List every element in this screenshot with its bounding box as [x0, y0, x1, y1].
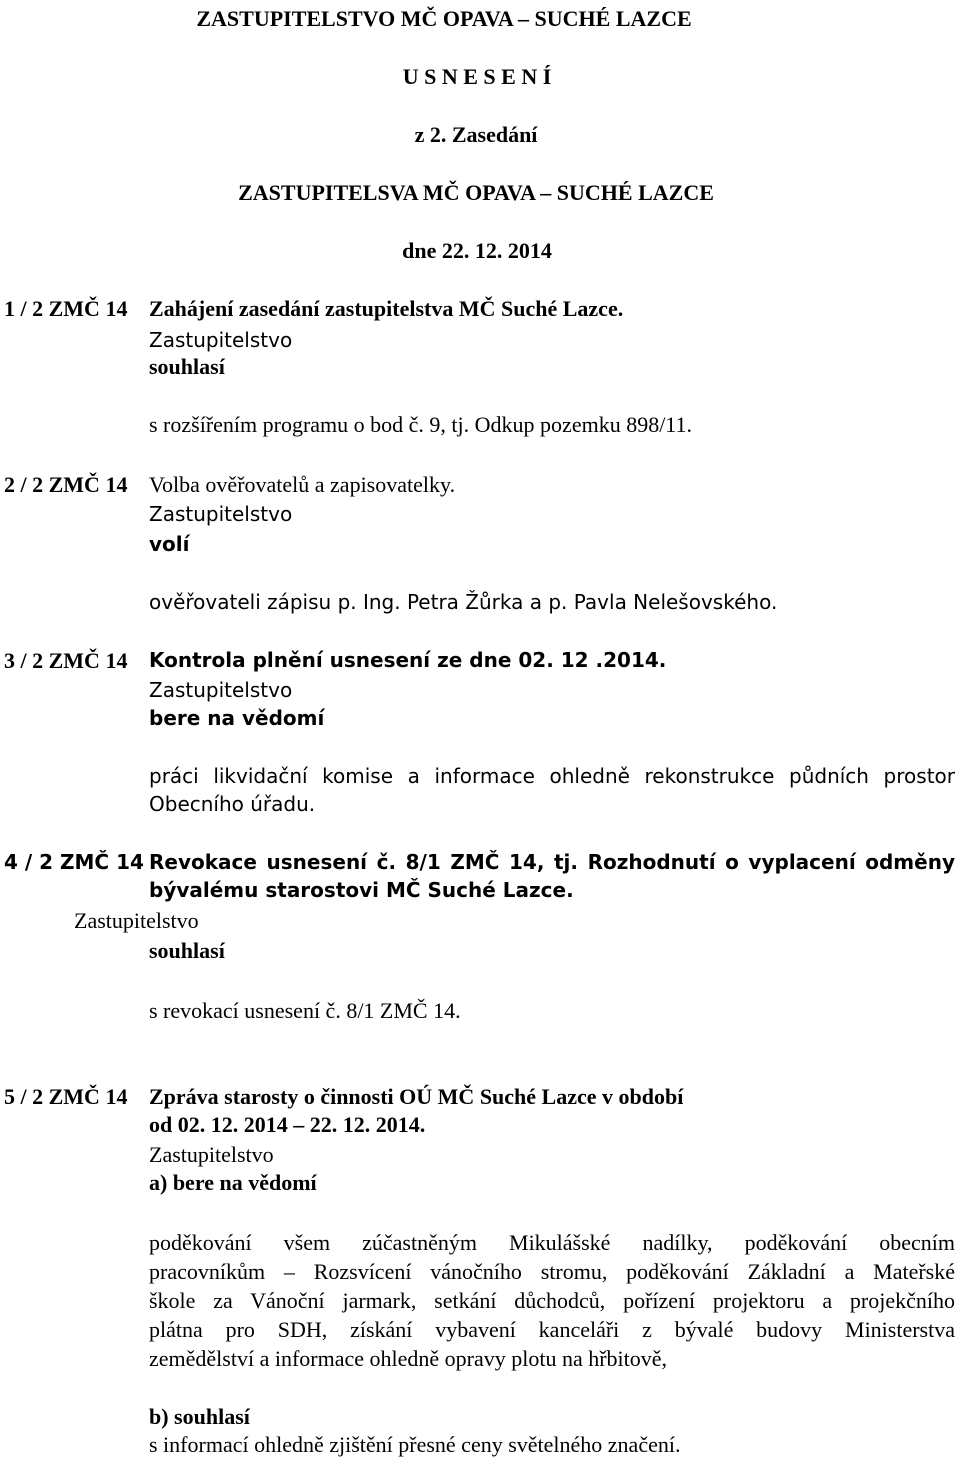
item-1-title: Zahájení zasedání zastupitelstva MČ Suché Lazce.: [149, 296, 624, 321]
item-5-text-a-line-3: škole za Vánoční jarmark, setkání důchodců, pořízení projektoru a projekčního: [149, 1288, 955, 1313]
item-4-text: s revokací usnesení č. 8/1 ZMČ 14.: [149, 998, 461, 1023]
item-4-title-line-2: bývalému starostovi MČ Suché Lazce.: [149, 878, 574, 902]
item-5-text-a-line-1: poděkování všem zúčastněným Mikulášské nadílky, poděkování obecním: [149, 1230, 955, 1255]
item-4-verb: souhlasí: [149, 938, 225, 963]
item-3-number: 3 / 2 ZMČ 14: [4, 648, 128, 673]
item-2-verb: volí: [149, 532, 190, 556]
item-5-title-line-2: od 02. 12. 2014 – 22. 12. 2014.: [149, 1112, 426, 1137]
date-heading: dne 22. 12. 2014: [402, 238, 552, 263]
item-5-number: 5 / 2 ZMČ 14: [4, 1084, 128, 1109]
item-2-number: 2 / 2 ZMČ 14: [4, 472, 128, 497]
item-5-verb-b: b) souhlasí: [149, 1404, 250, 1429]
item-5-verb-a: a) bere na vědomí: [149, 1170, 317, 1195]
item-1-verb: souhlasí: [149, 354, 225, 379]
council-name-heading: ZASTUPITELSVA MČ OPAVA – SUCHÉ LAZCE: [238, 180, 714, 205]
item-5-text-a-line-5: zemědělství a informace ohledně opravy plotu na hřbitově,: [149, 1346, 668, 1371]
item-5-body: Zastupitelstvo: [149, 1142, 274, 1167]
item-5-text-b: s informací ohledně zjištění přesné ceny světelného značení.: [149, 1432, 681, 1457]
item-1-number: 1 / 2 ZMČ 14: [4, 296, 128, 321]
item-4-body: Zastupitelstvo: [74, 908, 199, 933]
item-4-title-line-1: Revokace usnesení č. 8/1 ZMČ 14, tj. Rozhodnutí o vyplacení odměny: [149, 850, 955, 874]
item-2-body: Zastupitelstvo: [149, 502, 293, 526]
item-2-text: ověřovateli zápisu p. Ing. Petra Žůrka a p. Pavla Nelešovského.: [149, 590, 778, 614]
item-1-text: s rozšířením programu o bod č. 9, tj. Odkup pozemku 898/11.: [149, 412, 692, 437]
session-heading: z 2. Zasedání: [414, 122, 538, 147]
item-3-title: Kontrola plnění usnesení ze dne 02. 12 .2014.: [149, 648, 667, 672]
item-5-text-a-line-4: plátna pro SDH, získání vybavení kanceláři z bývalé budovy Ministerstva: [149, 1317, 955, 1342]
item-1-body: Zastupitelstvo: [149, 328, 293, 352]
item-3-verb: bere na vědomí: [149, 706, 325, 730]
item-3-text-line-2: Obecního úřadu.: [149, 792, 316, 816]
item-3-body: Zastupitelstvo: [149, 678, 293, 702]
item-2-title: Volba ověřovatelů a zapisovatelky.: [149, 472, 456, 497]
item-5-text-a-line-2: pracovníkům – Rozsvícení vánočního stromu, poděkování Základní a Mateřské: [149, 1259, 955, 1284]
item-4-number: 4 / 2 ZMČ 14: [4, 850, 144, 874]
council-heading: ZASTUPITELSTVO MČ OPAVA – SUCHÉ LAZCE: [196, 6, 692, 31]
resolution-heading: U S N E S E N Í: [402, 64, 552, 89]
item-5-title-line-1: Zpráva starosty o činnosti OÚ MČ Suché Lazce v období: [149, 1084, 684, 1109]
item-3-text-line-1: práci likvidační komise a informace ohledně rekonstrukce půdních prostor: [149, 764, 955, 788]
